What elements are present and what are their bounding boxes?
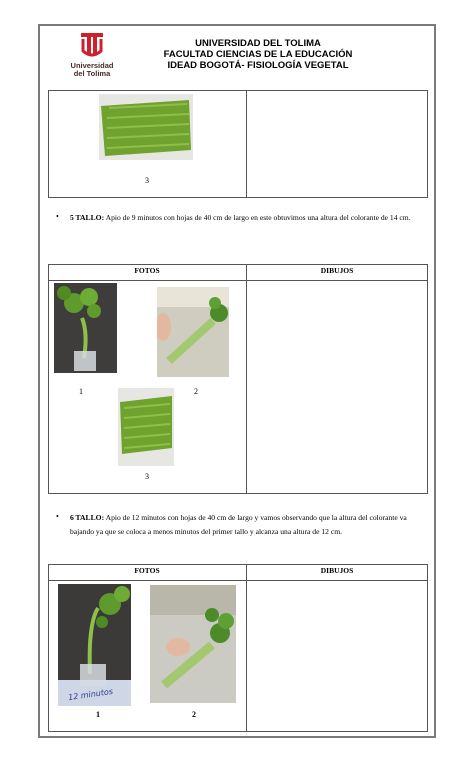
photo-number: 1 — [96, 710, 100, 719]
photo-celery-split-3 — [99, 94, 193, 160]
logo-text — [62, 62, 122, 78]
section-6-title: 6 TALLO: — [70, 513, 105, 522]
header-line-2: FACULTAD CIENCIAS DE LA EDUCACIÓN — [163, 49, 353, 60]
column-header-fotos: FOTOS — [134, 566, 160, 575]
photo-number: 1 — [79, 387, 83, 396]
handwritten-label: 12 minutos — [67, 686, 114, 703]
header-line-3: IDEAD BOGOTÁ- FISIOLOGÍA VEGETAL — [167, 60, 349, 71]
table-2-header-rule — [48, 280, 428, 281]
table-3-divider — [246, 564, 247, 732]
bullet: • — [56, 512, 59, 521]
column-header-fotos: FOTOS — [134, 266, 160, 275]
section-5-paragraph — [70, 211, 425, 225]
logo-text-line1: Universidad — [70, 61, 114, 70]
table-3-header-rule — [48, 580, 428, 581]
photo-celery-in-glass-1 — [58, 584, 131, 706]
column-header-dibujos: DIBUJOS — [320, 266, 354, 275]
photo-celery-on-table-2 — [157, 287, 229, 377]
header-line-1: UNIVERSIDAD DEL TOLIMA — [195, 38, 321, 49]
section-6-text: Apio de 12 minutos con hojas de 40 cm de largo y vamos observando que la altura del colorante va bajando ya que se coloca a menos minutos del primer tallo y alcanza una altura de 12 cm. — [70, 513, 407, 536]
bullet: • — [56, 212, 59, 221]
photo-number: 2 — [194, 387, 198, 396]
photo-celery-on-table-2 — [150, 585, 236, 703]
photo-number: 2 — [192, 710, 196, 719]
photo-number: 3 — [145, 176, 149, 185]
logo-text-line2: del Tolima — [73, 69, 111, 78]
section-6-paragraph — [70, 511, 425, 538]
photo-celery-in-glass-1 — [54, 283, 117, 373]
photo-celery-split-3 — [118, 388, 174, 466]
column-header-dibujos: DIBUJOS — [320, 566, 354, 575]
section-5-text: Apio de 9 minutos con hojas de 40 cm de largo en este obtuvimos una altura del colorante de 14 cm. — [104, 213, 411, 222]
photo-number: 3 — [145, 472, 149, 481]
table-1-divider — [246, 90, 247, 198]
table-2-divider — [246, 264, 247, 494]
section-5-title: 5 TALLO: — [70, 213, 105, 222]
